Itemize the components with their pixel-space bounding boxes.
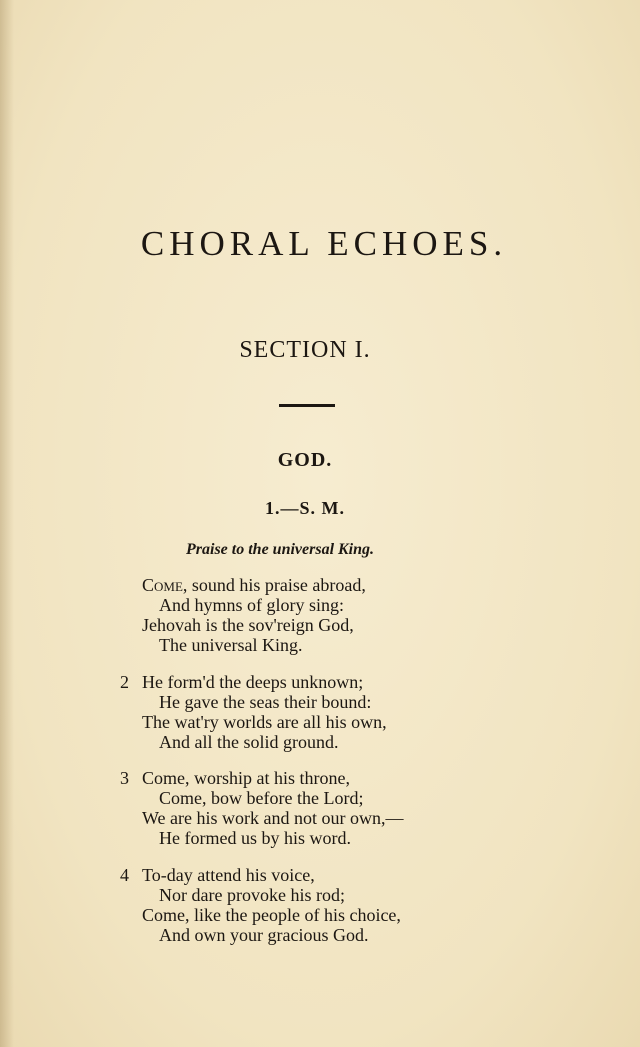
stanza-first-word: Come,: [142, 575, 188, 595]
stanza-line: And hymns of glory sing:: [159, 595, 345, 615]
stanza-line: And all the solid ground.: [159, 732, 339, 752]
hymn-number: 1.—S. M.: [265, 498, 345, 518]
stanza-line: Nor dare provoke his rod;: [159, 885, 345, 905]
stanza-line: And own your gracious God.: [159, 925, 369, 945]
stanza-line: We are his work and not our own,—: [142, 808, 404, 828]
book-title: CHORAL ECHOES.: [140, 224, 508, 263]
stanza-line: Come, like the people of his choice,: [142, 905, 401, 925]
section-title: SECTION I.: [239, 337, 371, 363]
stanza-line: He form'd the deeps unknown;: [142, 672, 364, 692]
stanza-line: He formed us by his word.: [159, 828, 351, 848]
hymn-subtitle: Praise to the universal King.: [186, 541, 375, 558]
stanza-line: Come, bow before the Lord;: [159, 788, 364, 808]
stanza-line: Jehovah is the sov'reign God,: [142, 615, 354, 635]
divider-rule: [279, 404, 335, 407]
stanza-line: The universal King.: [159, 635, 303, 655]
page-spine-shadow: [0, 0, 14, 1047]
stanza-line: [142, 576, 366, 596]
stanza-number: 4: [120, 865, 129, 885]
topic-heading: GOD.: [277, 449, 333, 471]
stanza-line: Come, worship at his throne,: [142, 768, 350, 788]
stanza-number: 2: [120, 672, 129, 692]
stanza-line: To-day attend his voice,: [142, 865, 315, 885]
stanza-line-text: sound his praise abroad,: [187, 575, 366, 595]
stanza-line: He gave the seas their bound:: [159, 692, 372, 712]
stanza-number: 3: [120, 768, 129, 788]
stanza-line: The wat'ry worlds are all his own,: [142, 712, 387, 732]
